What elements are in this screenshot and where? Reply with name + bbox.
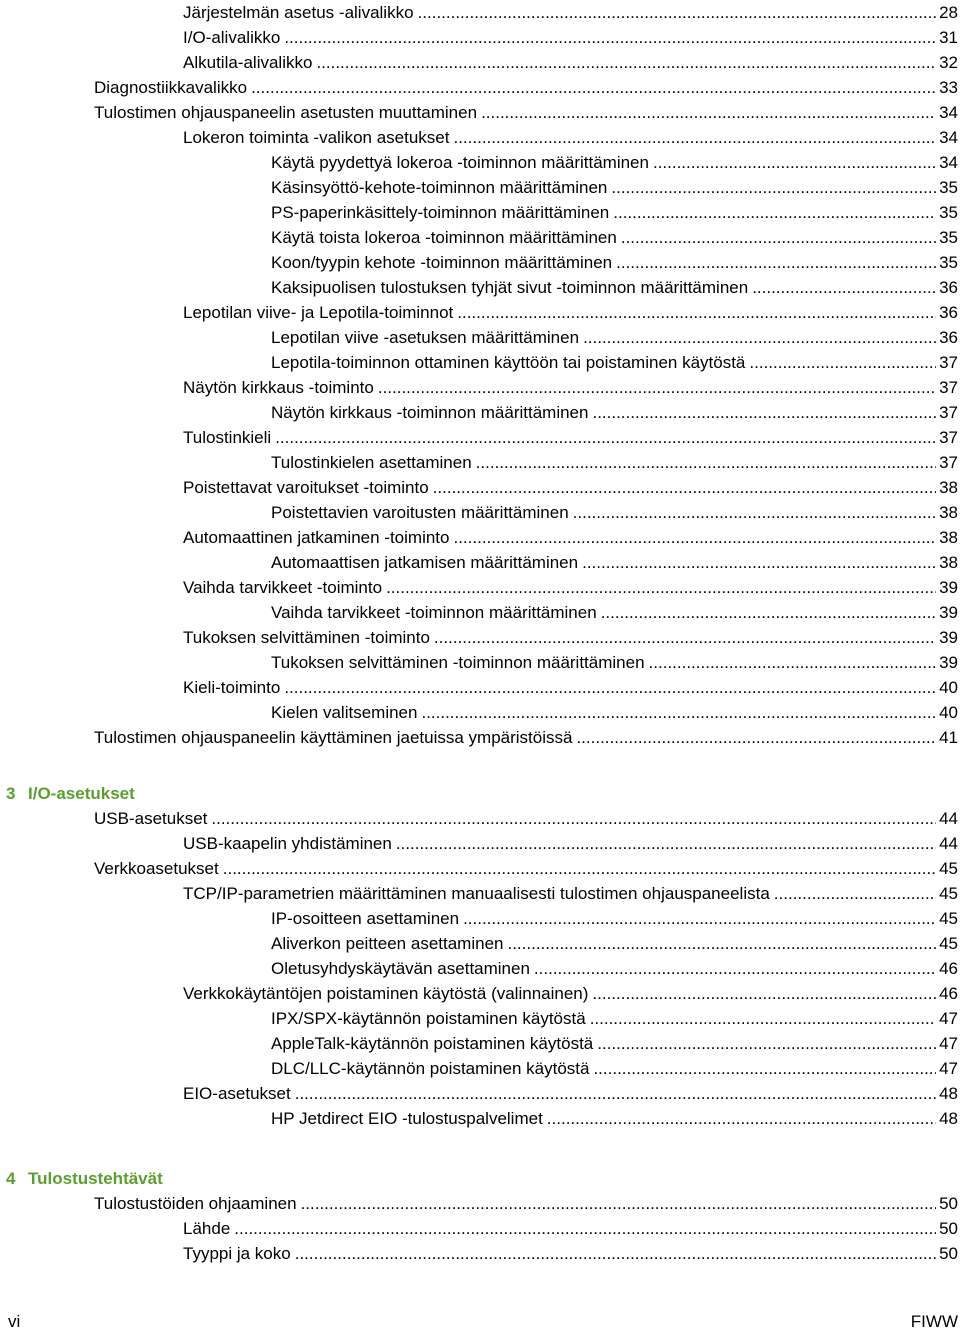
toc-entry-page: 37 <box>939 353 958 372</box>
toc-entry-line <box>183 375 960 400</box>
toc-entry[interactable] <box>0 50 960 75</box>
toc-entry-line <box>271 700 960 725</box>
toc-entry-page: 46 <box>939 959 958 978</box>
dot-leader <box>593 1056 936 1081</box>
toc-entry[interactable] <box>0 650 960 675</box>
dot-leader <box>295 1081 936 1106</box>
toc-entry-line <box>94 806 960 831</box>
toc-entry[interactable] <box>0 1106 960 1131</box>
toc-entry-line <box>183 831 960 856</box>
page-number-footer: vi <box>8 1312 21 1331</box>
toc-entry-title: Lokeron toiminta -valikon asetukset <box>183 128 450 147</box>
toc-entry-title: Oletusyhdyskäytävän asettaminen <box>271 959 530 978</box>
toc-entry-page: 40 <box>939 678 958 697</box>
toc-entry[interactable] <box>0 475 960 500</box>
toc-entry-page: 45 <box>939 934 958 953</box>
toc-entry[interactable] <box>0 575 960 600</box>
toc-entry[interactable] <box>0 225 960 250</box>
dot-leader <box>316 50 936 75</box>
toc-entry[interactable] <box>0 856 960 881</box>
toc-entry[interactable] <box>0 375 960 400</box>
toc-entry-line <box>271 1106 960 1131</box>
toc-entry-line <box>271 250 960 275</box>
chapter-number: 3 <box>6 784 16 803</box>
chapter-title: I/O-asetukset <box>28 784 135 803</box>
toc-entry-title: Verkkoasetukset <box>94 859 219 878</box>
toc-entry-line <box>183 300 960 325</box>
toc-entry-line <box>271 150 960 175</box>
toc-entry-page: 45 <box>939 884 958 903</box>
toc-entry-title: AppleTalk-käytännön poistaminen käytöstä <box>271 1034 594 1053</box>
dot-leader <box>774 881 936 906</box>
toc-entry-line <box>183 475 960 500</box>
toc-entry[interactable] <box>0 300 960 325</box>
toc-entry-title: PS-paperinkäsittely-toiminnon määrittäminen <box>271 203 610 222</box>
toc-entry-page: 48 <box>939 1109 958 1128</box>
dot-leader <box>752 275 936 300</box>
dot-leader <box>547 1106 936 1131</box>
toc-entry-title: Poistettavien varoitusten määrittäminen <box>271 503 569 522</box>
toc-entry[interactable] <box>0 275 960 300</box>
toc-entry[interactable] <box>0 625 960 650</box>
toc-entry[interactable] <box>0 675 960 700</box>
toc-entry-line <box>271 225 960 250</box>
toc-entry-page: 34 <box>939 153 958 172</box>
toc-entry-page: 45 <box>939 859 958 878</box>
toc-entry-title: Kielen valitseminen <box>271 703 418 722</box>
toc-entry-page: 36 <box>939 303 958 322</box>
dot-leader <box>434 625 936 650</box>
toc-entry-title: Tyyppi ja koko <box>183 1244 291 1263</box>
dot-leader <box>592 400 936 425</box>
toc-entry-line <box>271 1056 960 1081</box>
toc-entry-title: Verkkokäytäntöjen poistaminen käytöstä (valinnainen) <box>183 984 589 1003</box>
toc-entry-page: 50 <box>939 1219 958 1238</box>
toc-entry[interactable] <box>0 956 960 981</box>
dot-leader <box>611 175 936 200</box>
dot-leader <box>590 1006 936 1031</box>
toc-entry-title: IPX/SPX-käytännön poistaminen käytöstä <box>271 1009 586 1028</box>
dot-leader <box>592 981 936 1006</box>
dot-leader <box>284 675 936 700</box>
toc-entry-page: 35 <box>939 228 958 247</box>
dot-leader <box>749 350 936 375</box>
toc-entry[interactable] <box>0 1216 960 1241</box>
dot-leader <box>275 425 936 450</box>
toc-entry[interactable] <box>0 1031 960 1056</box>
toc-entry[interactable] <box>0 175 960 200</box>
toc-entry-page: 45 <box>939 909 958 928</box>
toc-entry-line <box>271 956 960 981</box>
toc-entry-title: Näytön kirkkaus -toiminto <box>183 378 374 397</box>
toc-entry-line <box>271 275 960 300</box>
toc-entry-title: Vaihda tarvikkeet -toiminto <box>183 578 383 597</box>
toc-entry-line <box>271 1006 960 1031</box>
toc-entry-line <box>183 125 960 150</box>
toc-entry-line <box>271 175 960 200</box>
toc-entry[interactable] <box>0 1241 960 1266</box>
toc-entry-page: 35 <box>939 203 958 222</box>
dot-leader <box>453 125 936 150</box>
dot-leader <box>573 500 936 525</box>
chapter-heading-3[interactable] <box>6 781 135 806</box>
toc-entry[interactable] <box>0 200 960 225</box>
dot-leader <box>507 931 936 956</box>
dot-leader <box>583 325 936 350</box>
toc-entry-title: Tulostinkieli <box>183 428 272 447</box>
toc-entry-line <box>183 675 960 700</box>
toc-entry-line <box>183 1241 960 1266</box>
toc-entry[interactable] <box>0 1056 960 1081</box>
toc-entry-page: 37 <box>939 428 958 447</box>
dot-leader <box>223 856 936 881</box>
toc-entry-title: Poistettavat varoitukset -toiminto <box>183 478 429 497</box>
toc-entry-title: Tulostimen ohjauspaneelin asetusten muuttaminen <box>94 103 478 122</box>
toc-entry-line <box>94 100 960 125</box>
dot-leader <box>476 450 936 475</box>
toc-entry-title: Tukoksen selvittäminen -toiminto <box>183 628 430 647</box>
toc-entry-line <box>183 525 960 550</box>
toc-entry-page: 39 <box>939 628 958 647</box>
toc-entry-line <box>271 550 960 575</box>
toc-entry-page: 36 <box>939 278 958 297</box>
toc-entry-line <box>271 906 960 931</box>
toc-entry[interactable] <box>0 806 960 831</box>
toc-entry-page: 47 <box>939 1059 958 1078</box>
dot-leader <box>621 225 936 250</box>
toc-entry-page: 28 <box>939 3 958 22</box>
toc-entry-title: Automaattinen jatkaminen -toiminto <box>183 528 450 547</box>
dot-leader <box>453 525 936 550</box>
toc-entry-page: 37 <box>939 453 958 472</box>
toc-entry-title: Näytön kirkkaus -toiminnon määrittäminen <box>271 403 589 422</box>
toc-entry-line <box>271 650 960 675</box>
toc-entry-line <box>271 350 960 375</box>
toc-entry-title: HP Jetdirect EIO -tulostuspalvelimet <box>271 1109 543 1128</box>
toc-entry-line <box>183 1081 960 1106</box>
toc-entry-page: 39 <box>939 603 958 622</box>
toc-entry-page: 44 <box>939 834 958 853</box>
toc-entry-line <box>271 400 960 425</box>
toc-entry-page: 38 <box>939 478 958 497</box>
toc-entry-line <box>183 0 960 25</box>
toc-entry-line <box>183 575 960 600</box>
dot-leader <box>284 25 936 50</box>
toc-entry[interactable] <box>0 450 960 475</box>
toc-entry-title: Aliverkon peitteen asettaminen <box>271 934 504 953</box>
toc-entry-page: 50 <box>939 1244 958 1263</box>
toc-entry-title: EIO-asetukset <box>183 1084 291 1103</box>
toc-entry-line <box>94 75 960 100</box>
toc-entry[interactable] <box>0 981 960 1006</box>
dot-leader <box>653 150 936 175</box>
toc-entry[interactable] <box>0 500 960 525</box>
dot-leader <box>649 650 937 675</box>
toc-entry[interactable] <box>0 725 960 750</box>
toc-entry-title: Alkutila-alivalikko <box>183 53 313 72</box>
toc-entry-title: Lepotila-toiminnon ottaminen käyttöön tai poistaminen käytöstä <box>271 353 746 372</box>
dot-leader <box>295 1241 936 1266</box>
toc-entry-title: Tulostinkielen asettaminen <box>271 453 472 472</box>
toc-entry-title: Järjestelmän asetus -alivalikko <box>183 3 414 22</box>
toc-entry[interactable] <box>0 600 960 625</box>
toc-entry-title: Tulostimen ohjauspaneelin käyttäminen jaetuissa ympäristöissä <box>94 728 573 747</box>
toc-entry-page: 39 <box>939 578 958 597</box>
toc-entry-page: 38 <box>939 503 958 522</box>
toc-block-3 <box>0 1191 960 1266</box>
toc-entry-line <box>183 981 960 1006</box>
dot-leader <box>597 1031 936 1056</box>
toc-entry[interactable] <box>0 425 960 450</box>
toc-entry-title: Automaattisen jatkamisen määrittäminen <box>271 553 579 572</box>
chapter-heading-4[interactable] <box>6 1166 163 1191</box>
toc-entry[interactable] <box>0 350 960 375</box>
dot-leader <box>433 475 936 500</box>
toc-entry-title: USB-asetukset <box>94 809 208 828</box>
toc-entry[interactable] <box>0 550 960 575</box>
toc-entry-title: Käytä toista lokeroa -toiminnon määrittäminen <box>271 228 617 247</box>
dot-leader <box>463 906 936 931</box>
toc-entry-page: 35 <box>939 253 958 272</box>
toc-entry-page: 48 <box>939 1084 958 1103</box>
toc-entry-page: 44 <box>939 809 958 828</box>
toc-entry[interactable] <box>0 0 960 25</box>
toc-entry[interactable] <box>0 525 960 550</box>
toc-entry[interactable] <box>0 25 960 50</box>
toc-entry[interactable] <box>0 75 960 100</box>
toc-entry-title: Kieli-toiminto <box>183 678 281 697</box>
toc-entry-title: Käsinsyöttö-kehote-toiminnon määrittäminen <box>271 178 608 197</box>
toc-entry[interactable] <box>0 881 960 906</box>
toc-entry[interactable] <box>0 150 960 175</box>
dot-leader <box>616 250 936 275</box>
toc-entry-title: Käytä pyydettyä lokeroa -toiminnon määrittäminen <box>271 153 649 172</box>
toc-entry-title: USB-kaapelin yhdistäminen <box>183 834 392 853</box>
toc-entry-line <box>183 881 960 906</box>
toc-entry-page: 35 <box>939 178 958 197</box>
dot-leader <box>534 956 936 981</box>
toc-entry-page: 47 <box>939 1034 958 1053</box>
toc-entry[interactable] <box>0 250 960 275</box>
dot-leader <box>421 700 936 725</box>
toc-entry-page: 33 <box>939 78 958 97</box>
dot-leader <box>386 575 936 600</box>
toc-entry-line <box>183 625 960 650</box>
toc-entry-page: 40 <box>939 703 958 722</box>
toc-entry[interactable] <box>0 1006 960 1031</box>
toc-entry-title: DLC/LLC-käytännön poistaminen käytöstä <box>271 1059 590 1078</box>
toc-entry-page: 34 <box>939 103 958 122</box>
toc-entry-title: Vaihda tarvikkeet -toiminnon määrittäminen <box>271 603 597 622</box>
toc-entry-title: Koon/tyypin kehote -toiminnon määrittäminen <box>271 253 613 272</box>
dot-leader <box>234 1216 936 1241</box>
dot-leader <box>576 725 936 750</box>
toc-entry-title: Tukoksen selvittäminen -toiminnon määrittäminen <box>271 653 645 672</box>
toc-entry-page: 37 <box>939 378 958 397</box>
toc-entry[interactable] <box>0 931 960 956</box>
toc-entry-page: 31 <box>939 28 958 47</box>
toc-entry-line <box>94 1191 960 1216</box>
toc-entry-page: 39 <box>939 653 958 672</box>
toc-entry-title: Kaksipuolisen tulostuksen tyhjät sivut -toiminnon määrittäminen <box>271 278 749 297</box>
toc-entry-page: 41 <box>939 728 958 747</box>
toc-entry[interactable] <box>0 100 960 125</box>
toc-entry-line <box>183 25 960 50</box>
toc-entry[interactable] <box>0 1081 960 1106</box>
toc-entry-line <box>271 931 960 956</box>
dot-leader <box>481 100 936 125</box>
toc-entry-page: 37 <box>939 403 958 422</box>
dot-leader <box>457 300 936 325</box>
chapter-number: 4 <box>6 1169 16 1188</box>
dot-leader <box>378 375 936 400</box>
locale-footer: FIWW <box>910 1312 958 1331</box>
toc-entry-line <box>94 856 960 881</box>
toc-entry-line <box>94 725 960 750</box>
toc-entry-line <box>271 500 960 525</box>
toc-entry[interactable] <box>0 831 960 856</box>
toc-entry[interactable] <box>0 400 960 425</box>
dot-leader <box>601 600 936 625</box>
toc-entry-page: 36 <box>939 328 958 347</box>
toc-entry[interactable] <box>0 906 960 931</box>
dot-leader <box>582 550 936 575</box>
dot-leader <box>396 831 936 856</box>
toc-entry-title: IP-osoitteen asettaminen <box>271 909 460 928</box>
dot-leader <box>418 0 937 25</box>
toc-entry[interactable] <box>0 125 960 150</box>
dot-leader <box>301 1191 937 1216</box>
toc-entry-page: 38 <box>939 528 958 547</box>
toc-entry-page: 50 <box>939 1194 958 1213</box>
toc-entry-line <box>183 425 960 450</box>
toc-block-2 <box>0 806 960 1131</box>
toc-entry-title: I/O-alivalikko <box>183 28 281 47</box>
toc-entry-page: 34 <box>939 128 958 147</box>
toc-entry-page: 46 <box>939 984 958 1003</box>
toc-entry-title: TCP/IP-parametrien määrittäminen manuaalisesti tulostimen ohjauspaneelista <box>183 884 770 903</box>
toc-entry-line <box>183 1216 960 1241</box>
toc-entry-line <box>271 325 960 350</box>
dot-leader <box>613 200 936 225</box>
toc-entry-line <box>271 1031 960 1056</box>
toc-entry-line <box>271 600 960 625</box>
toc-entry-line <box>271 200 960 225</box>
toc-entry-title: Lähde <box>183 1219 231 1238</box>
toc-entry-title: Tulostustöiden ohjaaminen <box>94 1194 297 1213</box>
toc-entry-page: 47 <box>939 1009 958 1028</box>
dot-leader <box>211 806 936 831</box>
toc-entry[interactable] <box>0 700 960 725</box>
toc-entry-title: Diagnostiikkavalikko <box>94 78 248 97</box>
chapter-title: Tulostustehtävät <box>28 1169 163 1188</box>
toc-entry-title: Lepotilan viive -asetuksen määrittäminen <box>271 328 580 347</box>
toc-entry-title: Lepotilan viive- ja Lepotila-toiminnot <box>183 303 454 322</box>
toc-entry-page: 32 <box>939 53 958 72</box>
toc-entry[interactable] <box>0 325 960 350</box>
dot-leader <box>251 75 936 100</box>
toc-entry-line <box>271 450 960 475</box>
toc-entry-page: 38 <box>939 553 958 572</box>
toc-entry[interactable] <box>0 1191 960 1216</box>
toc-entry-line <box>183 50 960 75</box>
